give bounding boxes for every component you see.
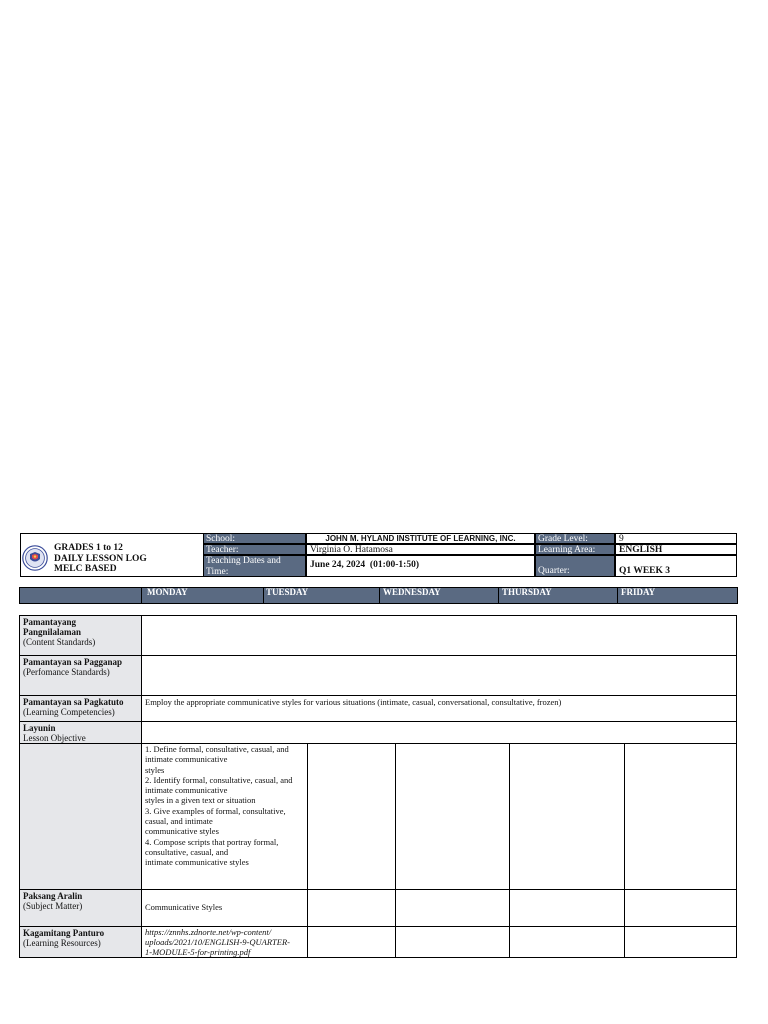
- learning-resources-title: Kagamitang Panturo: [23, 928, 105, 938]
- grade-level-value: 9: [615, 533, 737, 544]
- objective-line: intimate communicative styles: [145, 857, 249, 868]
- objective-label: [19, 721, 142, 744]
- performance-standards-cell: [141, 655, 737, 696]
- objective-line: intimate communicative: [145, 785, 228, 796]
- deped-seal-icon: [22, 545, 48, 571]
- dates-value: June 24, 2024 (01:00-1:50): [306, 555, 535, 577]
- performance-standards-sub: (Perfomance Standards): [23, 667, 110, 677]
- subject-matter-title: Paksang Aralin: [23, 891, 83, 901]
- subject-matter-cell-friday: [624, 889, 737, 927]
- objective-line: communicative styles: [145, 826, 219, 837]
- teacher-value: Virginia O. Hatamosa: [306, 544, 535, 555]
- learning-area-label: Learning Area:: [535, 544, 615, 555]
- school-label: School:: [203, 533, 306, 544]
- learning-resources-cell-thursday: [509, 926, 625, 958]
- subject-matter-value: Communicative Styles: [141, 889, 308, 927]
- learning-competencies-value: Employ the appropriate communicative styles for various situations (intimate, casual, conversational, consultative, frozen): [141, 695, 737, 722]
- objectives-cell-thursday: [509, 743, 625, 890]
- objective-line: intimate communicative: [145, 754, 228, 765]
- content-standards-title-2: Pangnilalaman: [23, 627, 82, 637]
- learning-resources-link[interactable]: [141, 926, 308, 958]
- day-divider: [498, 587, 499, 604]
- title-line-2: DAILY LESSON LOG: [54, 554, 147, 564]
- objectives-list-monday: [141, 743, 308, 890]
- learning-resources-cell-tuesday: [307, 926, 396, 958]
- objective-line: casual, and intimate: [145, 816, 213, 827]
- title-line-1: GRADES 1 to 12: [54, 543, 123, 553]
- day-divider: [263, 587, 264, 604]
- objective-line: 1. Define formal, consultative, casual, and: [145, 744, 289, 754]
- objective-sub: Lesson Objective: [23, 733, 86, 743]
- objective-line: consultative, casual, and: [145, 846, 229, 857]
- objective-line: 3. Give examples of formal, consultative,: [145, 805, 286, 816]
- objective-line: styles: [145, 764, 165, 775]
- learning-resources-label: [19, 926, 142, 958]
- learning-resources-cell-wednesday: [395, 926, 510, 958]
- quarter-label: Quarter:: [535, 555, 615, 577]
- day-divider: [141, 587, 142, 604]
- content-standards-label: [19, 615, 142, 656]
- performance-standards-label: [19, 655, 142, 696]
- day-divider: [617, 587, 618, 604]
- objectives-cell-friday: [624, 743, 737, 890]
- learning-resources-sub: (Learning Resources): [23, 938, 101, 948]
- resource-link-line[interactable]: uploads/2021/10/ENGLISH-9-QUARTER-: [145, 937, 290, 947]
- subject-matter-cell-tuesday: [307, 889, 396, 927]
- subject-matter-cell-wednesday: [395, 889, 510, 927]
- learning-competencies-title: Pamantayan sa Pagkatuto: [23, 697, 124, 707]
- resource-link-line[interactable]: https://znnhs.zdnorte.net/wp-content/: [145, 927, 272, 937]
- teacher-label: Teacher:: [203, 544, 306, 555]
- day-monday: MONDAY: [147, 587, 188, 597]
- objectives-cell-tuesday: [307, 743, 396, 890]
- resource-link-line[interactable]: 1-MODULE-5-for-printing.pdf: [145, 947, 251, 957]
- learning-resources-cell-friday: [624, 926, 737, 958]
- day-wednesday: WEDNESDAY: [383, 587, 441, 597]
- day-divider: [379, 587, 380, 604]
- objectives-label-cell: [19, 743, 142, 890]
- grade-level-label: Grade Level:: [535, 533, 615, 544]
- quarter-value: Q1 WEEK 3: [615, 555, 737, 577]
- content-standards-sub: (Content Standards): [23, 637, 96, 647]
- learning-competencies-sub: (Learning Competencies): [23, 707, 115, 717]
- learning-area-value: ENGLISH: [615, 544, 737, 555]
- day-tuesday: TUESDAY: [266, 587, 309, 597]
- performance-standards-title: Pamantayan sa Pagganap: [23, 657, 123, 667]
- content-standards-title-1: Pamantayang: [23, 617, 77, 627]
- objective-line: 2. Identify formal, consultative, casual, and: [145, 774, 293, 785]
- title-line-3: MELC BASED: [54, 564, 117, 574]
- day-friday: FRIDAY: [621, 587, 656, 597]
- subject-matter-sub: (Subject Matter): [23, 901, 83, 911]
- school-value: JOHN M. HYLAND INSTITUTE OF LEARNING, INC.: [306, 533, 535, 544]
- objective-line: 4. Compose scripts that portray formal,: [145, 836, 279, 847]
- day-thursday: THURSDAY: [502, 587, 552, 597]
- objective-title: Layunin: [23, 723, 56, 733]
- subject-matter-cell-thursday: [509, 889, 625, 927]
- objective-header-cell: [141, 721, 737, 744]
- content-standards-cell: [141, 615, 737, 656]
- objectives-cell-wednesday: [395, 743, 510, 890]
- dates-label: Teaching Dates and Time:: [203, 555, 306, 577]
- subject-matter-label: [19, 889, 142, 927]
- learning-competencies-label: [19, 695, 142, 722]
- objective-line: styles in a given text or situation: [145, 795, 256, 806]
